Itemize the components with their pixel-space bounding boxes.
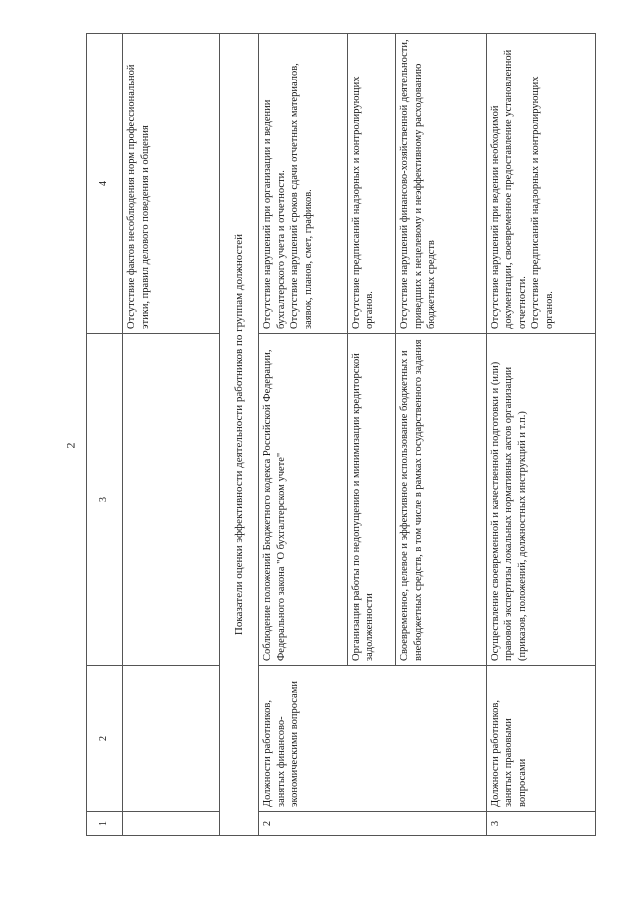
header-col-1: 1 [87,812,123,836]
group3-position: Должности работников, занятых правовыми вопросами [486,666,595,812]
group3-indicator-line-2: Отсутствие предписаний надзорных и контролирующих органов. [530,76,555,329]
section-title: Показатели оценки эффективности деятельности работников по группам должностей [219,34,258,836]
group2-number: 2 [259,812,487,836]
rotated-table-frame [86,34,596,836]
table-row [486,34,595,836]
group2-indicator-3 [396,34,487,334]
section-row [219,34,258,836]
group3-indicator-line-1: Отсутствие нарушений при ведении необходимой документации, своевременное предоставление установленной отчетности. [489,49,528,329]
group2-indicator-1-line-2: Отсутствие нарушений сроков сдачи отчетных материалов, заявок, планов, смет, графиков. [289,63,314,329]
group2-indicator-2-line-1: Отсутствие предписаний надзорных и контролирующих органов. [351,76,376,329]
group2-criterion-3: Своевременное, целевое и эффективное использование бюджетных и внебюджетных средств, в том числе в рамках государственного задания [396,334,487,666]
group2-indicator-3-line-1: Отсутствие нарушений финансово-хозяйственной деятельности, приведших к нецелевому и неэффективному расходованию бюджетных средств [399,39,438,329]
header-col-4: 4 [87,34,123,334]
row-first-col-3 [123,334,220,666]
table-row [123,34,220,836]
page-number: 2 [63,442,78,449]
group3-indicator [486,34,595,334]
group2-indicator-1 [259,34,348,334]
group3-criterion: Осуществление своевременной и качественной подготовки и (или) правовой экспертизы локальных нормативных актов организации (приказов, положений, должностных инструкций и т.п.) [486,334,595,666]
row-first-col-1 [123,812,220,836]
row-first-indicator: Отсутствие фактов несоблюдения норм профессиональной этики, правил делового поведения и общения [123,34,220,334]
group3-number: 3 [486,812,595,836]
evaluation-table [86,33,596,836]
row-first-col-2 [123,666,220,812]
header-row [87,34,123,836]
group2-criterion-2: Организация работы по недопущению и минимизации кредиторской задолженности [348,334,396,666]
header-col-2: 2 [87,666,123,812]
group2-criterion-1: Соблюдение положений Бюджетного кодекса Российской Федерации, Федерального закона "О бухгалтерском учете" [259,334,348,666]
table-row [259,34,348,836]
group2-position: Должности работников, занятых финансово-экономическими вопросами [259,666,487,812]
group2-indicator-2 [348,34,396,334]
group2-indicator-1-line-1: Отсутствие нарушений при организации и ведении бухгалтерского учета и отчетности. [262,99,287,329]
table-rotation-wrapper [86,34,596,836]
header-col-3: 3 [87,334,123,666]
